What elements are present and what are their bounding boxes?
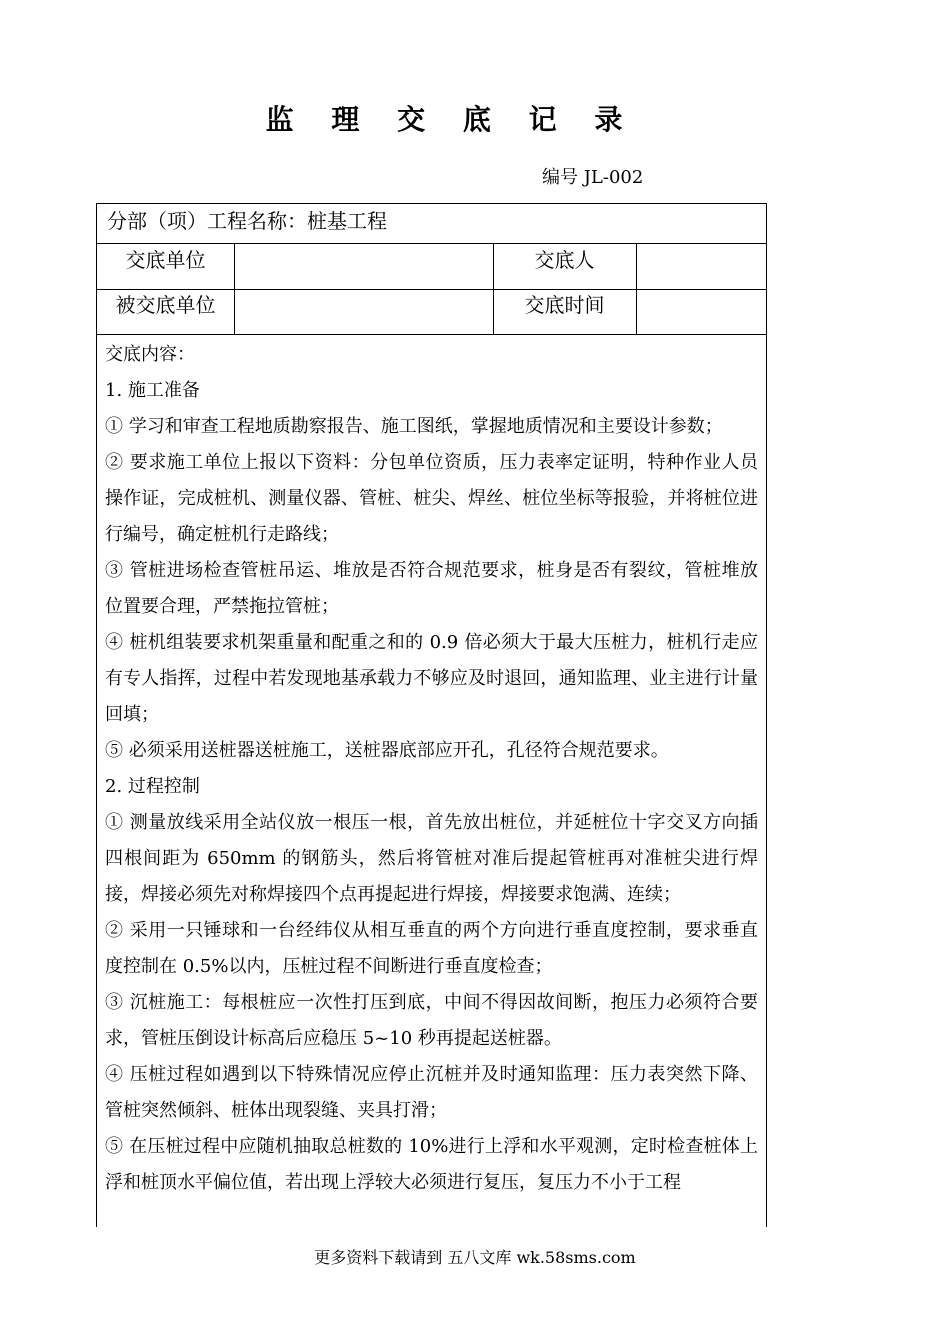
person-label: 交底人 — [534, 248, 595, 272]
time-value — [636, 289, 766, 334]
document-title: 监 理 交 底 记 录 — [265, 103, 637, 136]
content-line: ⑤ 必须采用送桩器送桩施工，送桩器底部应开孔，孔径符合规范要求。 — [105, 740, 669, 761]
unit-label: 交底单位 — [125, 248, 206, 272]
unit-value — [234, 244, 493, 289]
content-line: ⑤ 在压桩过程中应随机抽取总桩数的 10%进行上浮和水平观测，定时检查桩体上浮和桩顶水平偏位值，若出现上浮较大必须进行复压，复压力不小于工程 — [105, 1136, 758, 1193]
content-line: ② 采用一只锤球和一台经纬仪从相互垂直的两个方向进行垂直度控制，要求垂直度控制在 0.5%以内，压桩过程不间断进行垂直度检查； — [105, 920, 758, 977]
record-table — [96, 203, 767, 1227]
content-heading: 交底内容： — [105, 344, 195, 365]
person-value — [636, 244, 766, 289]
recipient-value — [234, 289, 493, 334]
content-line: 2. 过程控制 — [105, 776, 200, 797]
divider — [97, 334, 766, 335]
content-line: ① 测量放线采用全站仪放一根压一根，首先放出桩位，并延桩位十字交叉方向插四根间距为 650mm 的钢筋头，然后将管桩对准后提起管桩再对准桩尖进行焊接，焊接必须先对称焊接四个点再提起进行焊接，焊接要求饱满、连续； — [105, 812, 758, 905]
content-line: ② 要求施工单位上报以下资料：分包单位资质，压力表率定证明，特种作业人员操作证，完成桩机、测量仪器、管桩、桩尖、焊丝、桩位坐标等报验，并将桩位进行编号，确定桩机行走路线； — [105, 452, 758, 545]
content-line: 1. 施工准备 — [105, 380, 200, 401]
document-number: 编号 JL-002 — [542, 167, 644, 188]
project-name: 分部（项）工程名称：桩基工程 — [97, 204, 766, 244]
footer-link[interactable]: 更多资料下载请到 五八文库 wk.58sms.com — [314, 1248, 636, 1267]
content-body — [105, 337, 758, 1201]
content-line: ④ 桩机组装要求机架重量和配重之和的 0.9 倍必须大于最大压桩力，桩机行走应有专人指挥，过程中若发现地基承载力不够应及时退回，通知监理、业主进行计量回填； — [105, 632, 758, 725]
content-line: ④ 压桩过程如遇到以下特殊情况应停止沉桩并及时通知监理：压力表突然下降、管桩突然倾斜、桩体出现裂缝、夹具打滑； — [105, 1064, 758, 1121]
content-line: ① 学习和审查工程地质勘察报告、施工图纸，掌握地质情况和主要设计参数； — [105, 416, 723, 437]
content-line: ③ 沉桩施工：每根桩应一次性打压到底，中间不得因故间断，抱压力必须符合要求，管桩压倒设计标高后应稳压 5~10 秒再提起送桩器。 — [105, 992, 758, 1049]
recipient-label: 被交底单位 — [115, 293, 216, 317]
content-line: ③ 管桩进场检查管桩吊运、堆放是否符合规范要求，桩身是否有裂纹，管桩堆放位置要合理，严禁拖拉管桩； — [105, 560, 758, 617]
time-label: 交底时间 — [524, 293, 605, 317]
